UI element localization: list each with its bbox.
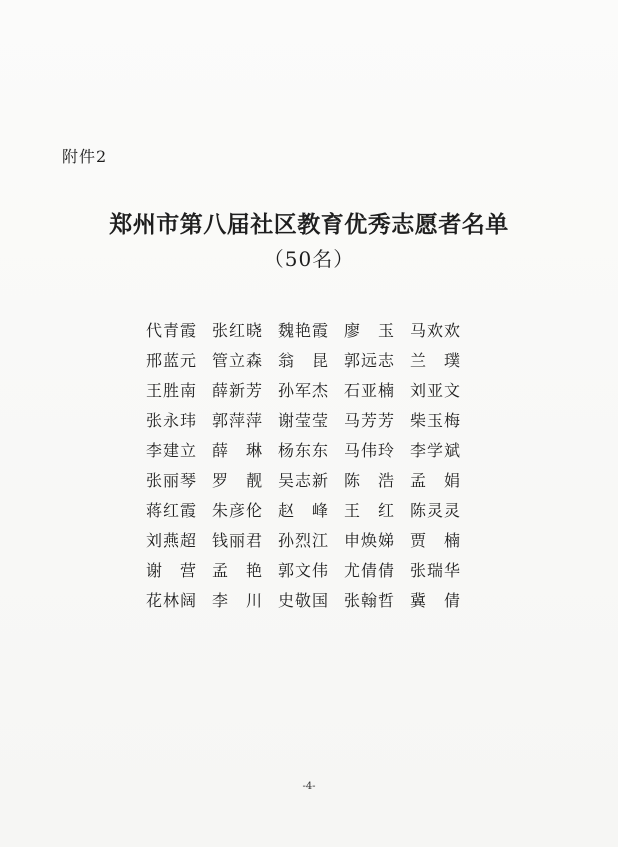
volunteer-name: 郭萍萍: [212, 411, 264, 430]
volunteer-name: 孙烈江: [278, 531, 330, 550]
volunteer-name: 石亚楠: [344, 381, 396, 400]
volunteer-name: 尤倩倩: [344, 561, 396, 580]
volunteer-name: 朱彦伦: [212, 501, 264, 520]
volunteer-name: 孟 艳: [212, 561, 264, 580]
volunteer-name: 蒋红霞: [146, 501, 198, 520]
volunteer-name: 吴志新: [278, 471, 330, 490]
volunteer-name: 马芳芳: [344, 411, 396, 430]
volunteer-name: 杨东东: [278, 441, 330, 460]
volunteer-name: 张红晓: [212, 321, 264, 340]
volunteer-name: 王胜南: [146, 381, 198, 400]
volunteer-name: 冀 倩: [410, 591, 462, 610]
volunteer-name: 邢蓝元: [146, 351, 198, 370]
volunteer-name: 史敬国: [278, 591, 330, 610]
volunteer-name: 钱丽君: [212, 531, 264, 550]
volunteer-name: 张永玮: [146, 411, 198, 430]
volunteer-name: 马欢欢: [410, 321, 462, 340]
volunteer-name: 翁 昆: [278, 351, 330, 370]
volunteer-name: 刘亚文: [410, 381, 462, 400]
volunteer-name: 薛新芳: [212, 381, 264, 400]
volunteer-name: 贾 楠: [410, 531, 462, 550]
volunteer-name: 孟 娟: [410, 471, 462, 490]
volunteer-name: 柴玉梅: [410, 411, 462, 430]
volunteer-name: 李学斌: [410, 441, 462, 460]
volunteer-name: 郭文伟: [278, 561, 330, 580]
volunteer-name-list: [146, 318, 476, 618]
volunteer-name: 张瑞华: [410, 561, 462, 580]
volunteer-name: 马伟玲: [344, 441, 396, 460]
volunteer-name: 张丽琴: [146, 471, 198, 490]
volunteer-name: 花林阔: [146, 591, 198, 610]
document-title: 郑州市第八届社区教育优秀志愿者名单: [109, 212, 509, 238]
volunteer-name: 谢 营: [146, 561, 198, 580]
volunteer-name: 申焕娣: [344, 531, 396, 550]
volunteer-name: 廖 玉: [344, 321, 396, 340]
volunteer-name: 代青霞: [146, 321, 198, 340]
volunteer-name: 兰 璞: [410, 351, 462, 370]
volunteer-name: 王 红: [344, 501, 396, 520]
volunteer-name: 管立森: [212, 351, 264, 370]
volunteer-name: 李建立: [146, 441, 198, 460]
volunteer-name: 孙军杰: [278, 381, 330, 400]
volunteer-name: 赵 峰: [278, 501, 330, 520]
volunteer-name: 罗 靓: [212, 471, 264, 490]
volunteer-name: 薛 琳: [212, 441, 264, 460]
volunteer-name: 陈灵灵: [410, 501, 462, 520]
volunteer-name: 陈 浩: [344, 471, 396, 490]
page-number: -4-: [302, 781, 316, 792]
volunteer-name: 刘燕超: [146, 531, 198, 550]
volunteer-name: 李 川: [212, 591, 264, 610]
document-subtitle: （50名）: [263, 247, 355, 271]
volunteer-name: 魏艳霞: [278, 321, 330, 340]
volunteer-name: 张翰哲: [344, 591, 396, 610]
attachment-label: 附件2: [62, 147, 108, 166]
volunteer-name: 谢莹莹: [278, 411, 330, 430]
volunteer-name: 郭远志: [344, 351, 396, 370]
